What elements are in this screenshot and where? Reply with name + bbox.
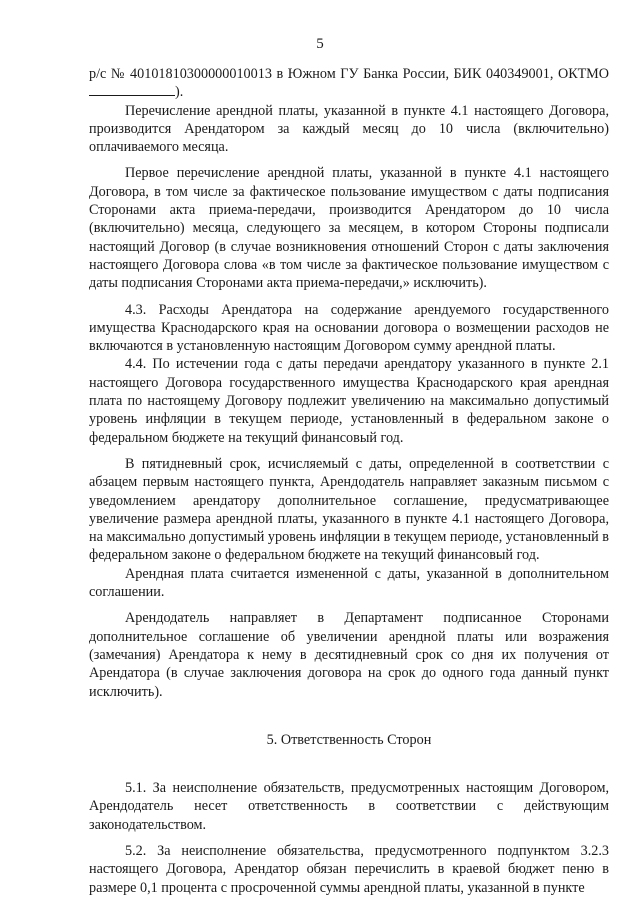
page-number: 5: [316, 36, 324, 52]
clause-4-3: 4.3. Расходы Арендатора на содержание арендуемого государственного имущества Краснодарского края на основании договора о возмещении расходов не включаются в установленную настоящим Договором сумму арендной платы.: [89, 301, 609, 355]
section-heading: 5. Ответственность Сторон: [266, 731, 432, 748]
clause-5-1: 5.1. За неисполнение обязательств, предусмотренных настоящим Договором, Арендодатель несет ответственность в соответствии с действующим законодательством.: [89, 780, 609, 833]
document-body: [89, 65, 609, 897]
clause-4-4: 4.4. По истечении года с даты передачи арендатору указанного в пункте 2.1 настоящего Договора государственного имущества Краснодарского края арендная плата по настоящему Договору подлежит увеличению на максимально допустимый уровень инфляции в текущем периоде, установленный в федеральном законе о федеральном бюджете на текущий финансовый год.: [89, 356, 609, 446]
bank-details-text: р/с № 40101810300000010013 в Южном ГУ Банка России, БИК 040349001, ОКТМО: [89, 66, 609, 82]
clause-4-4-change-paragraph: Арендная плата считается измененной с даты, указанной в дополнительном соглашении.: [89, 565, 609, 601]
first-payment-paragraph: Первое перечисление арендной платы, указанной в пункте 4.1 настоящего Договора, в том числе за фактическое пользование имуществом с даты подписания Сторонами акта приема-передачи, производится Арендатором до 10 числа (включительно) месяца, следующего за месяцем, в котором Стороны подписали настоящий Договор (в случае возникновения отношений Сторон с даты заключения настоящего Договора слова «в том числе за фактическое пользование имуществом с даты подписания Сторонами акта приема-передачи,» исключить).: [89, 165, 609, 292]
payment-paragraph: Перечисление арендной платы, указанной в пункте 4.1 настоящего Договора, производится Арендатором за каждый месяц до 10 числа (включительно) оплачиваемого месяца.: [89, 102, 609, 156]
clause-4-4-department-paragraph: Арендодатель направляет в Департамент подписанное Сторонами дополнительное соглашение об увеличении арендной платы или возражения (замечания) Арендатора к нему в десятидневный срок со дня их получения от Арендатора (в случае заключения договора на срок до одного года данный пункт исключить).: [89, 610, 609, 700]
bank-details-paragraph: [89, 65, 609, 102]
bank-details-end: ).: [175, 84, 184, 101]
clause-4-4-notice-paragraph: В пятидневный срок, исчисляемый с даты, определенной в соответствии с абзацем первым настоящего пункта, Арендодатель направляет заказным письмом с уведомлением арендатору дополнительное соглашение, предусматривающее увеличение размера арендной платы, указанного в пункте 4.1 настоящего Договора, на максимально допустимый уровень инфляции в текущем периоде, установленный в федеральном законе о федеральном бюджете на текущий финансовый год.: [89, 455, 609, 564]
oktmo-blank-field: [89, 83, 175, 96]
clause-5-2: 5.2. За неисполнение обязательства, предусмотренного подпунктом 3.2.3 настоящего Договора, Арендатор обязан перечислить в краевой бюджет пеню в размере 0,1 процента с просроченной суммы арендной платы, указанной в пункте: [89, 842, 609, 896]
